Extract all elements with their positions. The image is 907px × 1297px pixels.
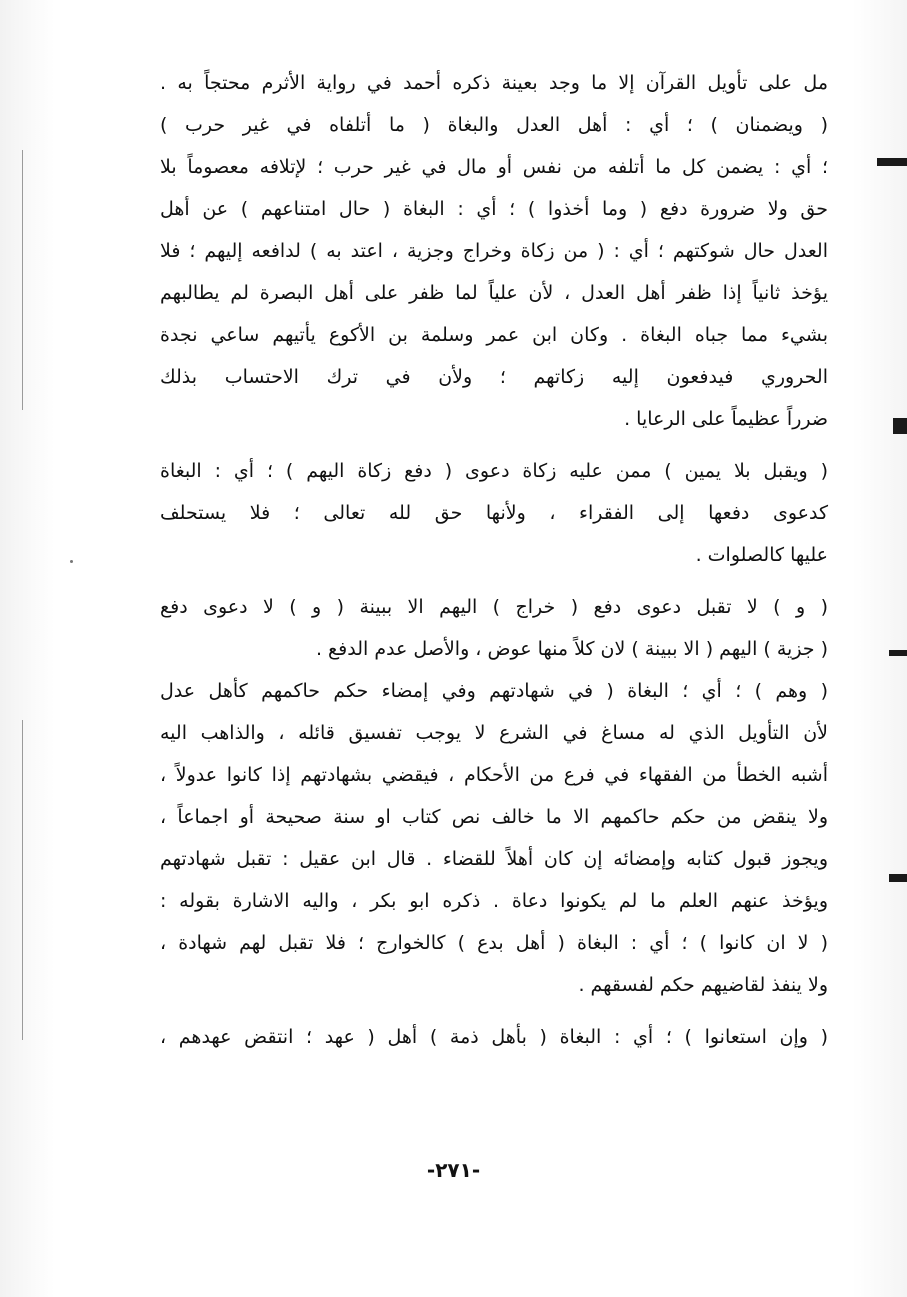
page-body-text xyxy=(160,62,828,1058)
text-line: ولا ينقض من حكم حاكمهم الا ما خالف نص كتاب او سنة صحيحة أو اجماعاً ، xyxy=(160,806,828,828)
text-line: الحروري فيدفعون إليه زكاتهم ؛ ولأن في ترك الاحتساب بذلك xyxy=(160,366,828,388)
text-line: ضرراً عظيماً على الرعايا . xyxy=(624,408,828,430)
text-line: لأن التأويل الذي له مساغ في الشرع لا يوجب تفسيق قائله ، والذاهب اليه xyxy=(160,722,828,744)
text-line: العدل حال شوكتهم ؛ أي : ( من زكاة وخراج وجزية ، اعتد به ) لدافعه إليهم ؛ فلا xyxy=(160,240,828,262)
text-line: ( و ) لا تقبل دعوى دفع ( خراج ) اليهم الا ببينة ( و ) لا دعوى دفع xyxy=(160,596,828,618)
text-line: عليها كالصلوات . xyxy=(695,544,828,566)
text-line: ( ويضمنان ) ؛ أي : أهل العدل والبغاة ( ما أتلفاه في غير حرب ) xyxy=(160,114,828,136)
text-line: كدعوى دفعها إلى الفقراء ، ولأنها حق لله تعالى ؛ فلا يستحلف xyxy=(160,502,828,524)
text-line: ( ويقبل بلا يمين ) ممن عليه زكاة دعوى ( دفع زكاة اليهم ) ؛ أي : البغاة xyxy=(160,460,828,482)
page-number: -٢٧١- xyxy=(426,1158,481,1182)
margin-mark xyxy=(889,650,907,656)
text-line: مل على تأويل القرآن إلا ما وجد بعينة ذكره أحمد في رواية الأثرم محتجاً به . xyxy=(160,72,828,94)
text-line: أشبه الخطأ من الفقهاء في فرع من الأحكام ، فيقضي بشهادتهم إذا كانوا عدولاً ، xyxy=(160,764,828,786)
margin-mark xyxy=(889,874,907,882)
text-line: ( وهم ) ؛ أي ؛ البغاة ( في شهادتهم وفي إمضاء حكم حاكمهم كأهل عدل xyxy=(160,680,828,702)
text-line: ولا ينفذ لقاضيهم حكم لفسقهم . xyxy=(578,974,828,996)
margin-mark xyxy=(893,418,907,434)
text-line: بشيء مما جباه البغاة . وكان ابن عمر وسلمة بن الأكوع يأتيهم ساعي نجدة xyxy=(160,324,828,346)
text-line: ( وإن استعانوا ) ؛ أي : البغاة ( بأهل ذمة ) أهل ( عهد ؛ انتقض عهدهم ، xyxy=(160,1026,828,1048)
scan-edge-line xyxy=(22,150,23,410)
text-line: ويجوز قبول كتابه وإمضائه إن كان أهلاً للقضاء . قال ابن عقيل : تقبل شهادتهم xyxy=(160,848,828,870)
text-line: ( لا ان كانوا ) ؛ أي : البغاة ( أهل بدع ) كالخوارج ؛ فلا تقبل لهم شهادة ، xyxy=(160,932,828,954)
text-line: ؛ أي : يضمن كل ما أتلفه من نفس أو مال في غير حرب ؛ لإتلافه معصوماً بلا xyxy=(160,156,828,178)
scan-edge-line xyxy=(22,720,23,1040)
text-line: ( جزية ) اليهم ( الا ببينة ) لان كلاً منها عوض ، والأصل عدم الدفع . xyxy=(315,638,828,660)
margin-mark xyxy=(877,158,907,166)
text-line: ويؤخذ عنهم العلم ما لم يكونوا دعاة . ذكره ابو بكر ، واليه الاشارة بقوله : xyxy=(160,890,828,912)
scan-speck xyxy=(70,560,73,563)
text-line: يؤخذ ثانياً إذا ظفر أهل العدل ، لأن علياً لما ظفر على أهل البصرة لم يطالبهم xyxy=(160,282,828,304)
text-line: حق ولا ضرورة دفع ( وما أخذوا ) ؛ أي : البغاة ( حال امتناعهم ) عن أهل xyxy=(160,198,828,220)
